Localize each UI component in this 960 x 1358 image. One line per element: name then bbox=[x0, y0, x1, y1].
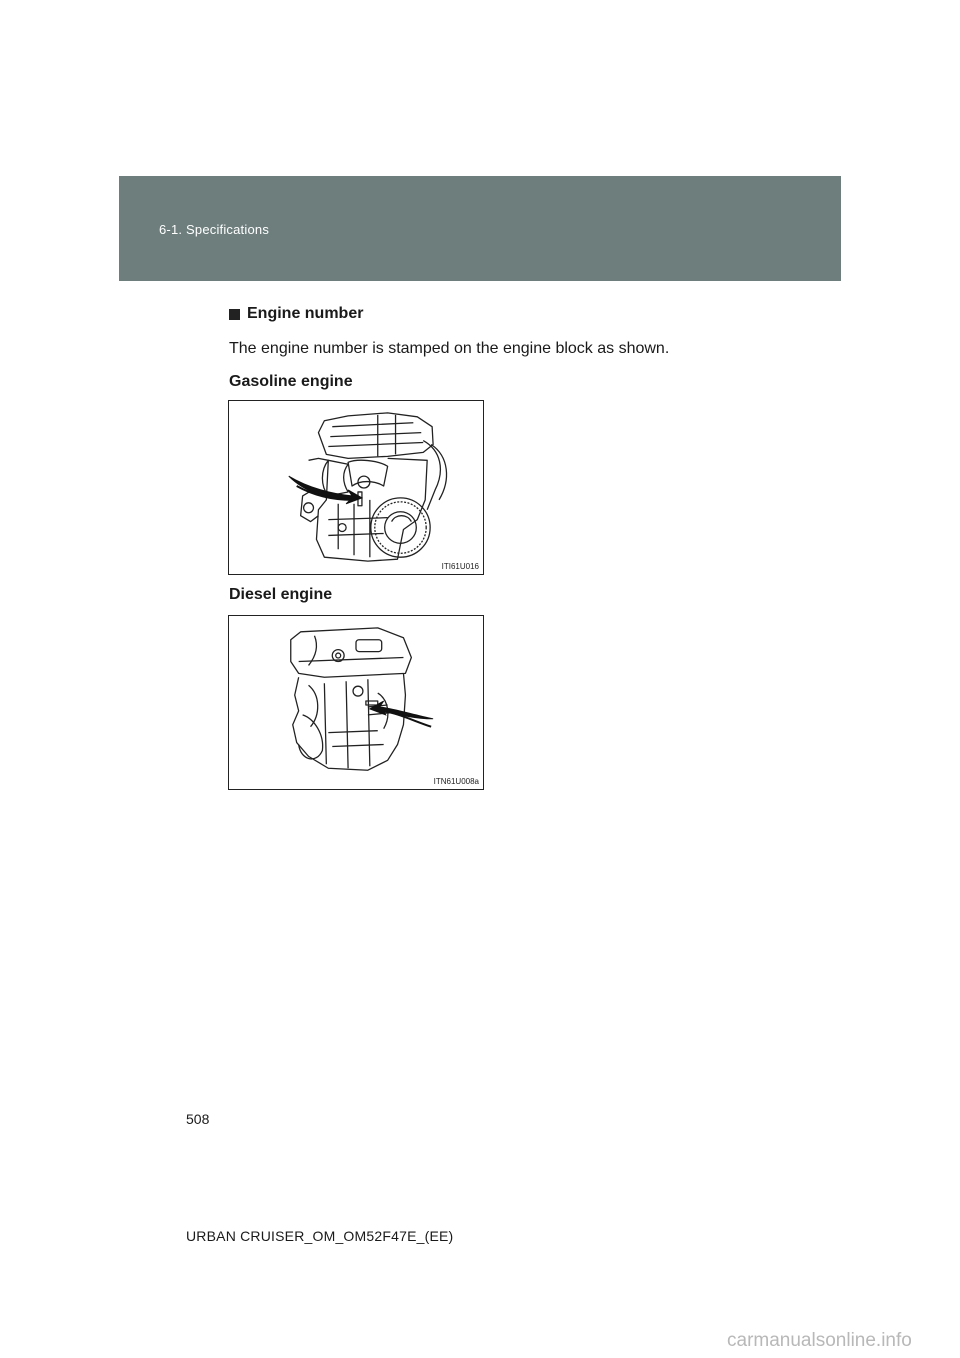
subsection-title-text: Engine number bbox=[247, 305, 364, 322]
figure-label-gasoline: Gasoline engine bbox=[229, 373, 353, 390]
figure-diesel-engine bbox=[228, 615, 484, 790]
diesel-engine-illustration bbox=[229, 616, 483, 789]
document-id: URBAN CRUISER_OM_OM52F47E_(EE) bbox=[186, 1228, 454, 1244]
square-icon bbox=[229, 309, 240, 320]
body-text: The engine number is stamped on the engine block as shown. bbox=[229, 340, 670, 357]
figure-code-gasoline: ITI61U016 bbox=[441, 562, 479, 571]
figure-gasoline-engine bbox=[228, 400, 484, 575]
gasoline-engine-illustration bbox=[229, 401, 483, 574]
figure-label-diesel: Diesel engine bbox=[229, 586, 333, 603]
figure-code-diesel: ITN61U008a bbox=[433, 777, 479, 786]
section-title: 6-1. Specifications bbox=[159, 222, 270, 237]
page-number: 508 bbox=[186, 1111, 210, 1127]
header-band bbox=[119, 176, 841, 281]
subsection-title bbox=[229, 305, 363, 323]
watermark: carmanualsonline.info bbox=[727, 1330, 912, 1351]
